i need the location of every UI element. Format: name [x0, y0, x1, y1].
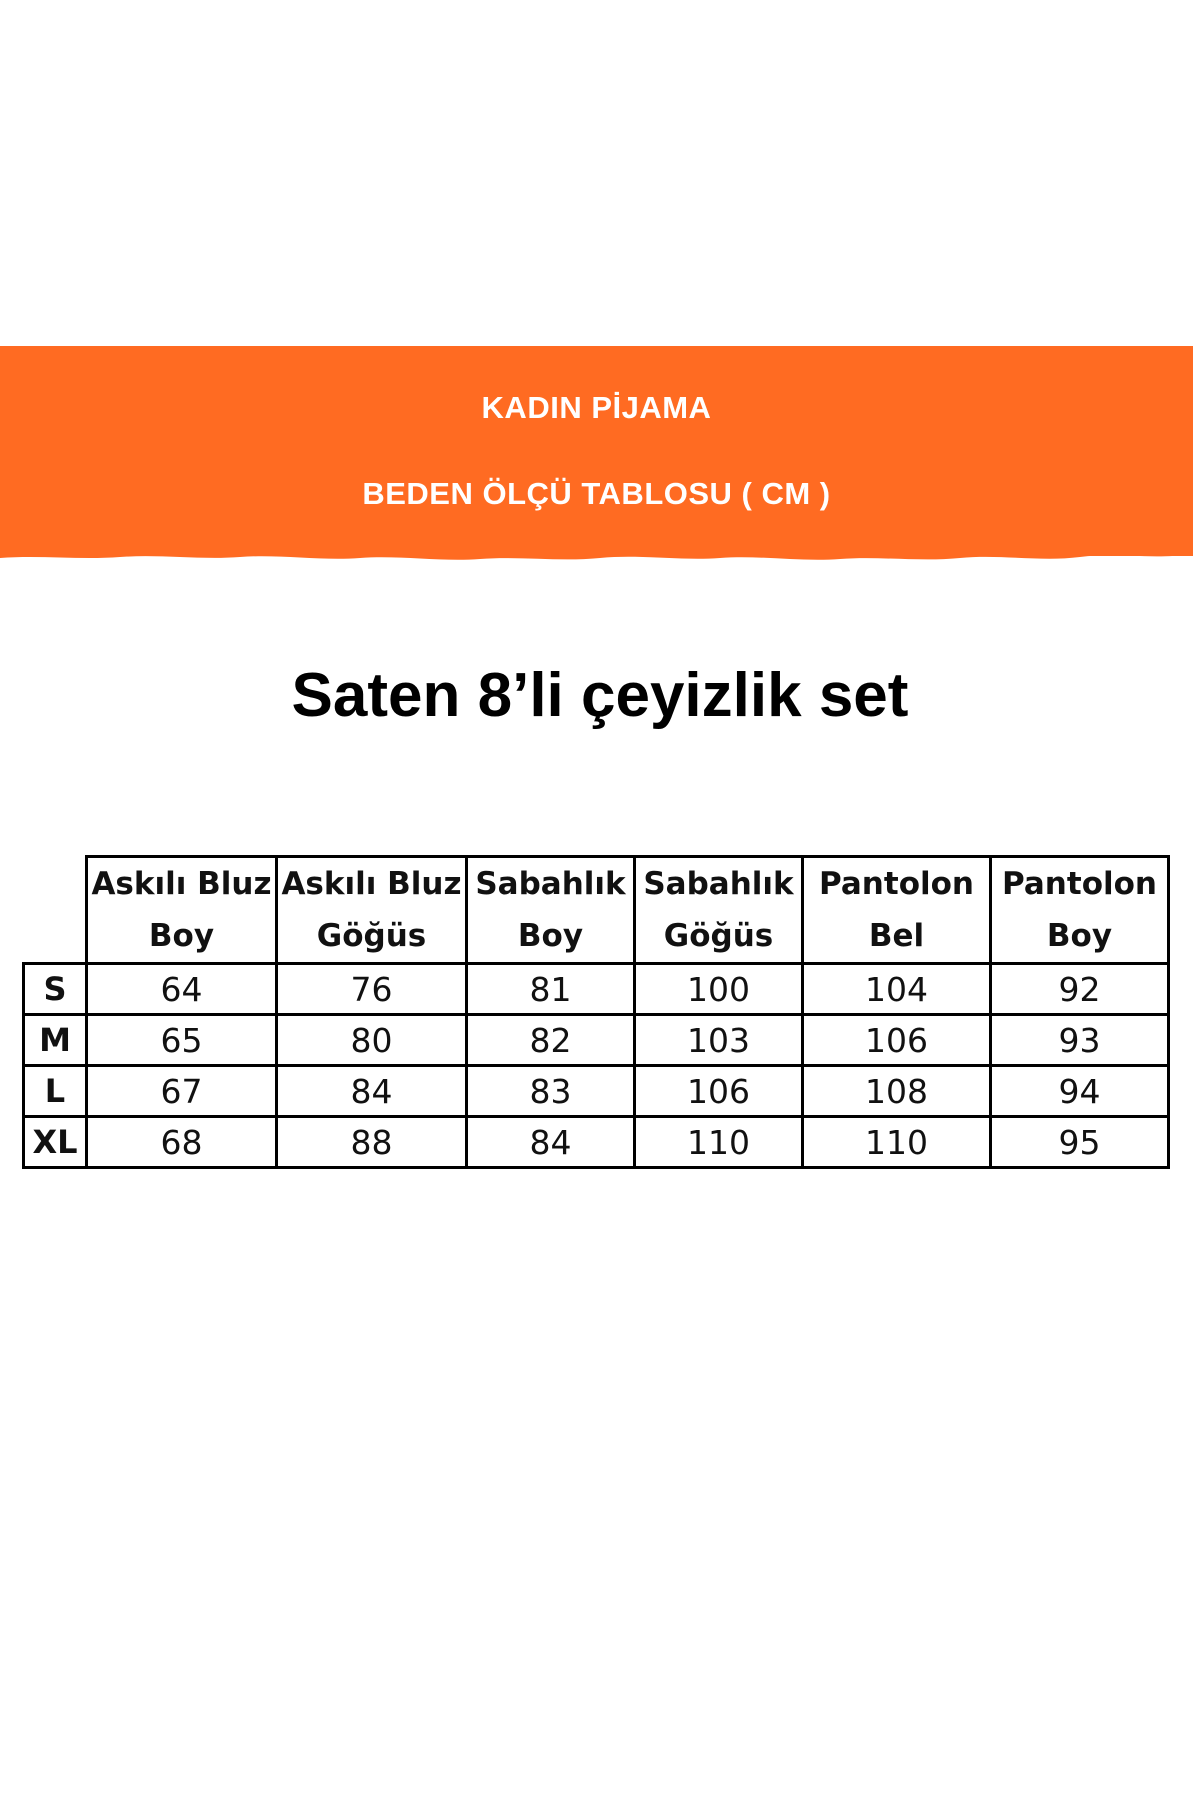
table-corner-cell: [24, 857, 87, 964]
column-header: [467, 857, 635, 964]
size-label: M: [24, 1015, 87, 1066]
table-cell: 83: [467, 1066, 635, 1117]
table-row: [24, 1066, 1169, 1117]
column-header-measure: Boy: [1046, 918, 1113, 954]
table-cell: 100: [635, 964, 803, 1015]
column-header: [803, 857, 991, 964]
table-cell: 88: [277, 1117, 467, 1168]
table-cell: 103: [635, 1015, 803, 1066]
banner-chart-title: BEDEN ÖLÇÜ TABLOSU ( CM ): [362, 476, 831, 511]
table-cell: 110: [803, 1117, 991, 1168]
column-header: [635, 857, 803, 964]
column-header: [87, 857, 277, 964]
column-header-measure: Bel: [868, 918, 925, 954]
size-label: S: [24, 964, 87, 1015]
column-header-garment: Pantolon: [819, 866, 974, 902]
size-label: L: [24, 1066, 87, 1117]
table-cell: 110: [635, 1117, 803, 1168]
table-cell: 67: [87, 1066, 277, 1117]
table-cell: 93: [991, 1015, 1169, 1066]
banner-torn-edge: [0, 540, 1193, 572]
column-header: [277, 857, 467, 964]
table-cell: 76: [277, 964, 467, 1015]
table-cell: 81: [467, 964, 635, 1015]
table-cell: 84: [467, 1117, 635, 1168]
table-cell: 104: [803, 964, 991, 1015]
column-header-garment: Askılı Bluz: [281, 866, 462, 902]
banner-category-title: KADIN PİJAMA: [481, 390, 712, 425]
table-header-row: [24, 857, 1169, 964]
column-header-garment: Askılı Bluz: [91, 866, 272, 902]
table-cell: 84: [277, 1066, 467, 1117]
size-label: XL: [24, 1117, 87, 1168]
column-header: [991, 857, 1169, 964]
table-row: [24, 964, 1169, 1015]
table-cell: 108: [803, 1066, 991, 1117]
column-header-measure: Göğüs: [663, 918, 774, 954]
table-cell: 80: [277, 1015, 467, 1066]
table-cell: 65: [87, 1015, 277, 1066]
column-header-measure: Boy: [517, 918, 584, 954]
table-row: [24, 1015, 1169, 1066]
column-header-measure: Göğüs: [316, 918, 427, 954]
size-chart-table: [22, 855, 1170, 1169]
table-cell: 92: [991, 964, 1169, 1015]
column-header-garment: Pantolon: [1002, 866, 1157, 902]
table-cell: 94: [991, 1066, 1169, 1117]
column-header-measure: Boy: [148, 918, 215, 954]
table-cell: 106: [635, 1066, 803, 1117]
column-header-garment: Sabahlık: [643, 866, 794, 902]
header-banner: [0, 346, 1193, 556]
table-cell: 95: [991, 1117, 1169, 1168]
table-cell: 82: [467, 1015, 635, 1066]
table-cell: 106: [803, 1015, 991, 1066]
product-title: Saten 8’li çeyizlik set: [291, 661, 909, 730]
column-header-garment: Sabahlık: [475, 866, 626, 902]
table-cell: 64: [87, 964, 277, 1015]
table-row: [24, 1117, 1169, 1168]
table-cell: 68: [87, 1117, 277, 1168]
